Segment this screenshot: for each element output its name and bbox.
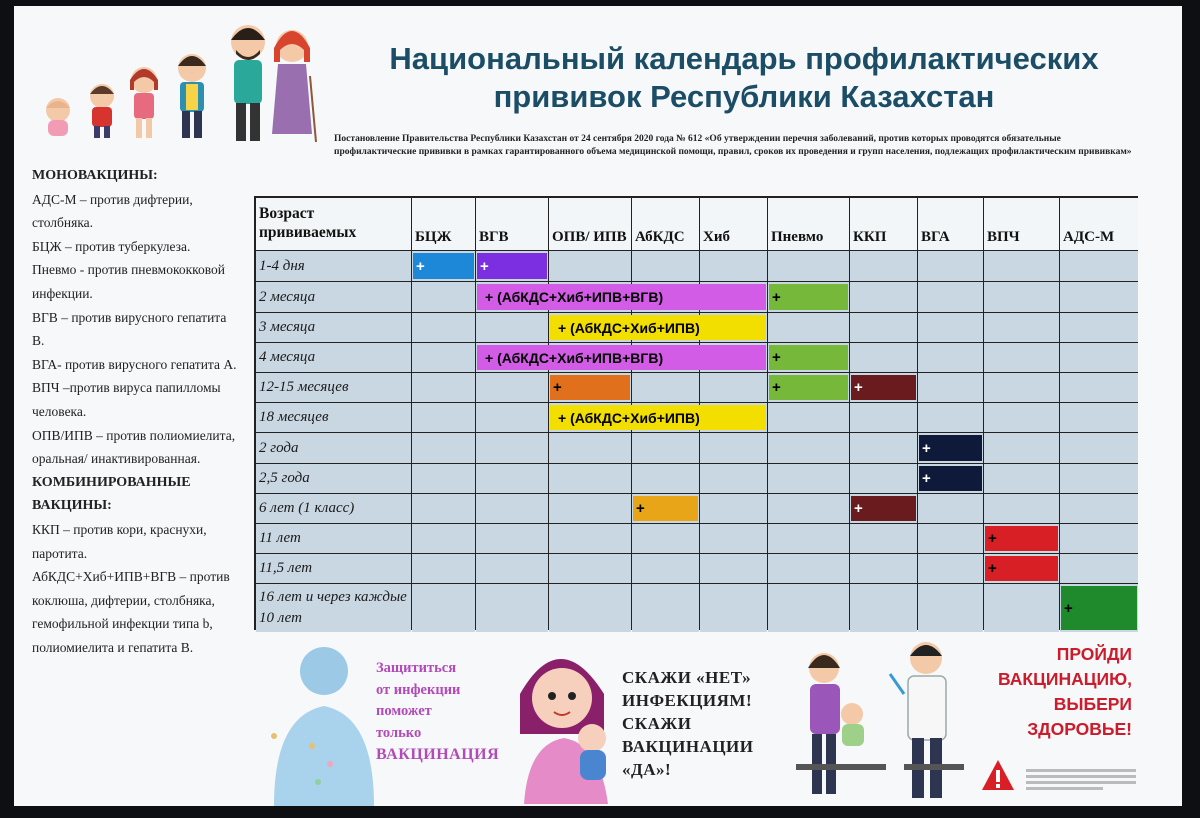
vaccination-mark: + <box>919 466 982 491</box>
schedule-cell <box>918 494 983 523</box>
schedule-cell <box>476 403 548 432</box>
vaccination-mark: + (АбКДС+Хиб+ИПВ) <box>550 315 766 340</box>
schedule-cell <box>1060 282 1138 312</box>
schedule-cell <box>918 373 983 402</box>
schedule-cell <box>700 524 767 553</box>
schedule-cell <box>850 282 917 312</box>
legend-entry: АДС-М – против дифтерии, столбняка. <box>32 191 193 231</box>
decree-text: Постановление Правительства Республики Казахстан от 24 сентября 2020 года № 612 «Об утверждении перечня заболеваний, против которых проводятся обязательные профилактические прививки в рамках гарантированного объема медицинской помощи, правил, сроков их проведения и групп населения, подлежащих профилактическим прививкам» <box>334 134 1132 157</box>
age-row-label: 2,5 года <box>256 464 411 493</box>
exclamation-icon <box>980 758 1016 794</box>
legend-entry: ККП – против кори, краснухи, паротита. <box>32 521 207 561</box>
schedule-cell <box>768 554 849 583</box>
schedule-cell <box>632 554 699 583</box>
say-line: СКАЖИ «НЕТ» <box>622 668 752 687</box>
schedule-cell <box>412 403 475 432</box>
schedule-cell <box>768 494 849 523</box>
schedule-cell <box>632 584 699 632</box>
legend-entry: ВПЧ –против вируса папилломы человека. <box>32 380 221 419</box>
schedule-cell <box>632 251 699 281</box>
go-line: ПРОЙДИ <box>1056 644 1132 664</box>
age-row-label: 11 лет <box>256 524 411 553</box>
schedule-cell <box>918 313 983 342</box>
protect-line: только <box>376 724 422 741</box>
schedule-cell <box>700 373 767 402</box>
age-row-label: 12-15 месяцев <box>256 373 411 402</box>
schedule-cell <box>700 554 767 583</box>
vaccine-header: ВГА <box>918 198 983 250</box>
vaccination-mark: + <box>985 526 1058 551</box>
schedule-cell <box>549 584 631 632</box>
schedule-cell <box>476 494 548 523</box>
schedule-cell <box>984 282 1059 312</box>
age-row-label: 3 месяца <box>256 313 411 342</box>
protect-emphasis: ВАКЦИНАЦИЯ <box>376 746 500 763</box>
schedule-cell <box>768 313 849 342</box>
toddler-figure <box>90 84 114 138</box>
schedule-cell <box>412 433 475 463</box>
age-row-label: 18 месяцев <box>256 403 411 432</box>
schedule-cell <box>1060 251 1138 281</box>
mother-child-illustration <box>510 634 620 804</box>
schedule-cell <box>984 373 1059 402</box>
say-line: ВАКЦИНАЦИИ <box>622 737 754 756</box>
schedule-cell <box>412 584 475 632</box>
schedule-cell <box>768 584 849 632</box>
legend-entry: ВГА- против вирусного гепатита А. <box>32 356 237 372</box>
say-line: СКАЖИ <box>622 714 692 733</box>
schedule-cell <box>412 373 475 402</box>
vaccination-mark: + <box>413 253 474 279</box>
protect-line: от инфекции <box>376 681 461 698</box>
schedule-cell <box>632 373 699 402</box>
go-line: ВЫБЕРИ <box>1053 694 1132 714</box>
schedule-cell <box>1060 433 1138 463</box>
schedule-cell <box>412 554 475 583</box>
schedule-cell <box>476 464 548 493</box>
age-row-label: 2 месяца <box>256 282 411 312</box>
body-silhouette-illustration <box>254 636 384 806</box>
vaccination-mark: + (АбКДС+Хиб+ИПВ+ВГВ) <box>477 345 766 370</box>
vaccination-mark: + <box>769 375 848 400</box>
schedule-cell <box>984 343 1059 372</box>
protect-message <box>376 658 516 766</box>
go-line: ВАКЦИНАЦИЮ, <box>998 669 1132 689</box>
vaccination-mark: + <box>769 345 848 370</box>
schedule-cell <box>1060 494 1138 523</box>
vaccination-mark: + <box>1061 586 1137 630</box>
legend-heading: КОМБИНИРОВАННЫЕ ВАКЦИНЫ: <box>32 474 191 514</box>
schedule-cell <box>632 524 699 553</box>
vaccine-header: АДС-М <box>1060 198 1138 250</box>
legend-entry: БЦЖ – против туберкулеза. <box>32 238 191 254</box>
schedule-cell <box>984 494 1059 523</box>
schedule-cell <box>850 554 917 583</box>
schedule-cell <box>850 313 917 342</box>
schedule-cell <box>984 313 1059 342</box>
boy-figure <box>178 54 206 138</box>
schedule-cell <box>1060 373 1138 402</box>
girl-figure <box>130 67 158 138</box>
schedule-cell <box>918 554 983 583</box>
schedule-cell <box>918 343 983 372</box>
schedule-cell <box>1060 403 1138 432</box>
schedule-cell <box>549 554 631 583</box>
protect-line: Защититься <box>376 660 457 676</box>
schedule-cell <box>1060 313 1138 342</box>
age-row-label: 11,5 лет <box>256 554 411 583</box>
schedule-cell <box>918 524 983 553</box>
schedule-cell <box>476 313 548 342</box>
schedule-cell <box>632 433 699 463</box>
schedule-cell <box>850 584 917 632</box>
protect-line: поможет <box>376 703 432 719</box>
age-row-label: 6 лет (1 класс) <box>256 494 411 523</box>
schedule-cell <box>768 464 849 493</box>
schedule-cell <box>412 313 475 342</box>
schedule-cell <box>850 464 917 493</box>
warning-fine-print <box>1026 766 1136 793</box>
say-line: «ДА»! <box>622 760 672 779</box>
vaccine-header: АбКДС <box>632 198 699 250</box>
father-figure <box>231 25 265 141</box>
schedule-cell <box>984 251 1059 281</box>
schedule-cell <box>1060 343 1138 372</box>
schedule-cell <box>476 584 548 632</box>
vaccination-schedule-table <box>254 196 1138 630</box>
vaccination-mark: + <box>477 253 547 279</box>
baby-figure <box>46 98 70 136</box>
schedule-cell <box>700 494 767 523</box>
schedule-cell <box>850 524 917 553</box>
vaccination-mark: + <box>985 556 1058 581</box>
schedule-cell <box>1060 524 1138 553</box>
schedule-cell <box>632 464 699 493</box>
vaccine-header: ВПЧ <box>984 198 1059 250</box>
vaccine-header: ОПВ/ ИПВ <box>549 198 631 250</box>
vaccine-header: ВГВ <box>476 198 548 250</box>
schedule-cell <box>549 494 631 523</box>
schedule-cell <box>476 373 548 402</box>
legend-entry: ВГВ – против вирусного гепатита В. <box>32 309 227 349</box>
schedule-cell <box>549 464 631 493</box>
legend-entry: ОПВ/ИПВ – против полиомиелита, оральная/ инактивированная. <box>32 427 236 467</box>
schedule-cell <box>768 251 849 281</box>
go-line: ЗДОРОВЬЕ! <box>1027 719 1132 739</box>
schedule-cell <box>918 282 983 312</box>
schedule-cell <box>768 433 849 463</box>
say-no-message <box>622 666 792 781</box>
schedule-cell <box>476 524 548 553</box>
schedule-cell <box>850 343 917 372</box>
schedule-cell <box>768 524 849 553</box>
vaccination-mark: + (АбКДС+Хиб+ИПВ+ВГВ) <box>477 284 766 310</box>
vaccination-mark: + <box>633 496 698 521</box>
schedule-cell <box>984 464 1059 493</box>
schedule-cell <box>412 282 475 312</box>
legend-entry: Пневмо - против пневмококковой инфекции. <box>32 262 226 301</box>
schedule-cell <box>918 251 983 281</box>
schedule-cell <box>1060 464 1138 493</box>
age-row-label: 1-4 дня <box>256 251 411 281</box>
vaccination-mark: + <box>550 375 630 400</box>
schedule-cell <box>850 433 917 463</box>
age-row-label: 16 лет и через каждые 10 лет <box>256 584 411 632</box>
family-illustration <box>26 12 326 147</box>
age-row-label: 2 года <box>256 433 411 463</box>
schedule-cell <box>984 433 1059 463</box>
schedule-cell <box>412 464 475 493</box>
vaccine-header: Хиб <box>700 198 767 250</box>
page-title: Национальный календарь профилактических прививок Республики Казахстан <box>389 41 1099 114</box>
schedule-cell <box>768 403 849 432</box>
doctor-vaccination-illustration <box>786 634 976 806</box>
schedule-cell <box>412 524 475 553</box>
schedule-cell <box>700 251 767 281</box>
schedule-cell <box>476 554 548 583</box>
get-vaccinated-message <box>962 642 1132 742</box>
mother-figure <box>272 30 316 142</box>
vaccination-poster <box>14 6 1182 806</box>
schedule-cell <box>850 251 917 281</box>
schedule-cell <box>549 433 631 463</box>
vaccine-legend <box>32 164 242 659</box>
vaccine-header: Пневмо <box>768 198 849 250</box>
schedule-cell <box>549 524 631 553</box>
schedule-cell <box>850 403 917 432</box>
schedule-cell <box>549 251 631 281</box>
vaccination-mark: + <box>851 375 916 400</box>
vaccination-mark: + <box>851 496 916 521</box>
schedule-cell <box>918 584 983 632</box>
schedule-cell <box>412 494 475 523</box>
age-column-header: Возраст прививаемых <box>256 198 411 250</box>
vaccination-mark: + <box>769 284 848 310</box>
schedule-cell <box>918 403 983 432</box>
schedule-cell <box>700 584 767 632</box>
schedule-cell <box>412 343 475 372</box>
schedule-cell <box>984 584 1059 632</box>
legend-entry: АбКДС+Хиб+ИПВ+ВГВ – против коклюша, дифтерии, столбняка, гемофильной инфекции типа b, полиомиелита и гепатита В. <box>32 569 230 655</box>
age-row-label: 4 месяца <box>256 343 411 372</box>
vaccine-header: ККП <box>850 198 917 250</box>
schedule-cell <box>984 403 1059 432</box>
schedule-cell <box>1060 554 1138 583</box>
schedule-cell <box>700 433 767 463</box>
vaccination-mark: + <box>919 435 982 461</box>
schedule-cell <box>476 433 548 463</box>
say-line: ИНФЕКЦИЯМ! <box>622 691 753 710</box>
vaccination-mark: + (АбКДС+Хиб+ИПВ) <box>550 405 766 430</box>
schedule-cell <box>700 464 767 493</box>
legend-heading: МОНОВАКЦИНЫ: <box>32 168 158 183</box>
vaccine-header: БЦЖ <box>412 198 475 250</box>
